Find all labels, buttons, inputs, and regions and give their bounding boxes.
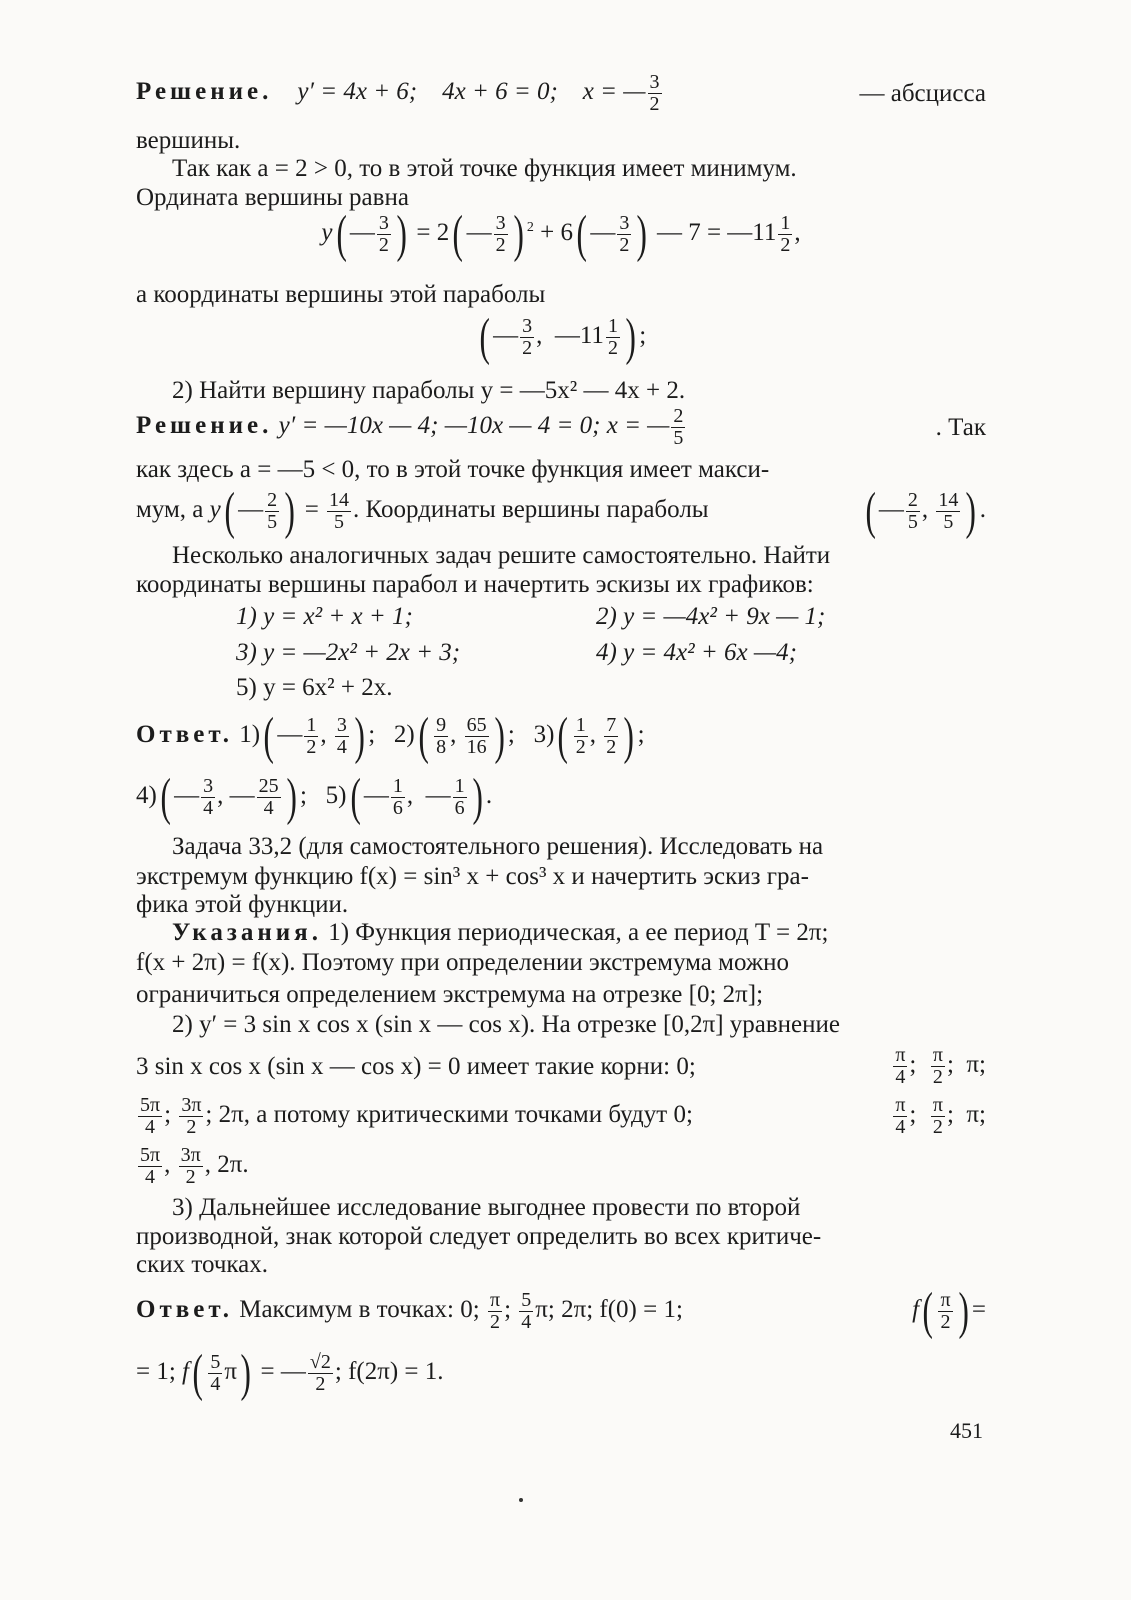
task-2-line: 2) Найти вершину параболы y = —5x² — 4x + 2. [172,377,686,404]
text-line: Несколько аналогичных задач решите самостоятельно. Найти [172,542,831,569]
text-line: как здесь a = —5 < 0, то в этой точке функция имеет макси- [136,456,770,483]
text-line: фика этой функции. [136,891,349,918]
solution-line-1: Решение. y′ = 4x + 6; 4x + 6 = 0; x = — $\frac{3}{2}$ — абсцисса [136,71,986,115]
book-page [136,0,986,1600]
text-line: 2) y′ = 3 sin x cos x (sin x — cos x). На отрезке [0,2π] уравнение [172,1011,840,1038]
critical-line: $\frac{5\pi}{4}$ ; $\frac{3\pi}{2}$ ; 2π, а потому критическими точками будут 0; $\frac{\pi}{4}$ ; $\frac{\pi}{2}$ ; π; [140,1094,986,1138]
answer-line-1: Ответ. 1)( — $\frac{1}{2}$ , $\frac{3}{4}$ ) ; 2)( $\frac{9}{8}$ , $\frac{65}{16}$ ) ; 3)( $\frac{1}{2}$ , $\frac{7}{2}$ ) ; [136,707,645,765]
solution-label: Решение. [136,78,273,106]
print-speck [519,1498,523,1502]
text-line: а координаты вершины этой параболы [136,281,546,308]
task-row-2: 3) y = —2x² + 2x + 3; 4) y = 4x² + 6x —4; [236,639,797,666]
task-row-1: 1) y = x² + x + 1; 2) y = —4x² + 9x — 1; [236,603,826,630]
roots-line: 3 sin x cos x (sin x — cos x) = 0 имеет такие корни: 0; $\frac{\pi}{4}$ ; $\frac{\pi}{2}$ ; π; [136,1044,986,1088]
text-line: Ордината вершины равна [136,184,409,211]
critical-line-2: $\frac{5\pi}{4}$ , $\frac{3\pi}{2}$ , 2π. [140,1144,249,1188]
text-line: f(x + 2π) = f(x). Поэтому при определении экстремума можно [136,949,789,976]
text-line: ских точках. [136,1251,269,1278]
task-row-3: 5) y = 6x² + 2x. [236,674,393,701]
abscissa-text: — абсцисса [859,79,986,107]
text-line: вершины. [136,127,241,154]
final-answer-line-1: Ответ. Максимум в точках: 0; $\frac{\pi}{2}$ ; $\frac{5}{4}$ π; 2π; f(0) = 1; f( $\frac{\pi}{2}$ ) = [136,1282,986,1340]
formula-ordinate: y( — $\frac{3}{2}$ ) = 2( — $\frac{3}{2}$ ) $^2$ + 6( — $\frac{3}{2}$ ) — 7 = —11 $\frac{1}{2}$ , [321,205,801,263]
text-line: производной, знак которой следует определить во всех критиче- [136,1223,822,1250]
final-answer-line-2: = 1; f( $\frac{5}{4}$ π) = — $\frac{√2}{2}$ ; f(2π) = 1. [136,1344,444,1402]
text-line: координаты вершины парабол и начертить эскизы их графиков: [136,571,814,598]
solution-line-2: Решение. y′ = —10x — 4; —10x — 4 = 0; x = — $\frac{2}{5}$ . Так [136,405,986,449]
answer-line-2: 4)( — $\frac{3}{4}$ , — $\frac{25}{4}$ ) ; 5)( — $\frac{1}{6}$ , — $\frac{1}{6}$ ) . [136,768,493,826]
text-line: Так как a = 2 > 0, то в этой точке функция имеет минимум. [172,155,797,182]
text-line-11: мум, а y( — $\frac{2}{5}$ ) = $\frac{14}{5}$ . Координаты вершины параболы ( — $\frac{2}{5}$ , $\frac{14}{5}$ ) . [136,482,986,540]
text-line: 3) Дальнейшее исследование выгоднее провести по второй [172,1194,801,1221]
hints-line-1: Указания. 1) Функция периодическая, а ее период T = 2π; [172,919,829,946]
text-line: Задача 33,2 (для самостоятельного решения). Исследовать на [172,833,824,860]
text-line: ограничиться определением экстремума на отрезке [0; 2π]; [136,981,764,1008]
text-line: экстремум функцию f(x) = sin³ x + cos³ x и начертить эскиз гра- [136,863,809,890]
page-number: 451 [950,1418,983,1443]
formula-vertex: ( — $\frac{3}{2}$ , —11 $\frac{1}{2}$ ) ; [479,308,647,366]
